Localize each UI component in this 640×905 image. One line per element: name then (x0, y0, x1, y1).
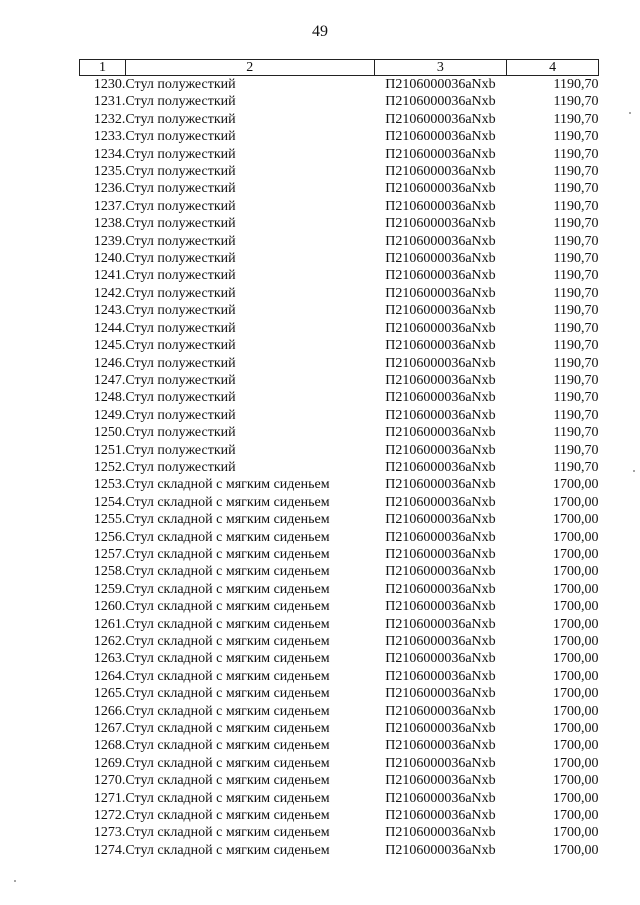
item-name: Стул полужесткий (125, 355, 236, 371)
table-row (80, 233, 599, 250)
table-row (80, 302, 599, 319)
item-price: 1190,70 (553, 459, 599, 475)
item-code: П2106000036aNxb (385, 808, 496, 824)
item-price: 1700,00 (553, 477, 599, 493)
item-name: Стул складной с мягким сиденьем (125, 825, 330, 841)
item-price: 1190,70 (553, 251, 599, 267)
item-number: 1254. (93, 494, 126, 510)
item-code: П2106000036aNxb (385, 216, 496, 232)
item-code: П2106000036aNxb (385, 129, 496, 145)
item-number: 1242. (93, 285, 126, 301)
item-code: П2106000036aNxb (385, 268, 496, 284)
item-price: 1700,00 (553, 634, 599, 649)
item-code: П2106000036aNxb (385, 338, 496, 354)
item-price: 1190,70 (553, 285, 599, 301)
item-number: 1236. (93, 181, 126, 197)
item-number: 1233. (93, 129, 126, 145)
item-code: П2106000036aNxb (385, 94, 496, 110)
item-code: П2106000036aNxb (385, 546, 496, 562)
item-number: 1244. (93, 320, 126, 336)
item-name: Стул полужесткий (125, 216, 236, 232)
table-row (80, 511, 599, 528)
table-row (80, 337, 599, 354)
table-row (80, 267, 599, 284)
item-number: 1257. (93, 546, 126, 562)
table-row (80, 215, 599, 232)
item-price: 1190,70 (553, 372, 599, 388)
item-code: П2106000036aNxb (385, 390, 496, 406)
item-number: 1241. (93, 268, 126, 284)
item-name: Стул полужесткий (125, 164, 236, 180)
item-number: 1240. (93, 251, 126, 267)
item-price: 1190,70 (553, 425, 599, 441)
table-header (80, 60, 599, 76)
item-price: 1190,70 (553, 233, 599, 249)
item-price: 1700,00 (553, 651, 599, 667)
item-name: Стул полужесткий (125, 268, 236, 284)
item-price: 1700,00 (553, 721, 599, 737)
table-row (80, 459, 599, 476)
item-code: П2106000036aNxb (385, 564, 496, 580)
item-name: Стул полужесткий (125, 303, 236, 319)
item-price: 1190,70 (553, 111, 599, 127)
item-price: 1700,00 (553, 755, 599, 771)
table-row (80, 111, 599, 128)
item-code: П2106000036aNxb (385, 442, 496, 458)
item-name: Стул полужесткий (125, 338, 236, 354)
table-body (80, 76, 599, 860)
table-row (80, 389, 599, 406)
item-price: 1190,70 (553, 216, 599, 232)
item-name: Стул складной с мягким сиденьем (125, 616, 330, 632)
item-price: 1700,00 (553, 808, 599, 824)
item-number: 1268. (93, 738, 126, 754)
item-price: 1700,00 (553, 599, 599, 615)
table-row (80, 703, 599, 720)
item-number: 1256. (93, 529, 126, 545)
item-name: Стул полужесткий (125, 251, 236, 267)
item-price: 1700,00 (553, 668, 599, 684)
item-code: П2106000036aNxb (385, 477, 496, 493)
item-number: 1250. (93, 425, 126, 441)
table-row (80, 355, 599, 372)
table-row (80, 250, 599, 267)
item-price: 1190,70 (553, 355, 599, 371)
item-number: 1260. (93, 599, 126, 615)
table-row (80, 424, 599, 441)
table-row (80, 633, 599, 650)
item-name: Стул полужесткий (125, 146, 236, 162)
item-name: Стул полужесткий (125, 198, 236, 214)
item-price: 1700,00 (553, 494, 599, 510)
item-name: Стул складной с мягким сиденьем (125, 599, 330, 615)
item-name: Стул складной с мягким сиденьем (125, 738, 330, 754)
item-name: Стул полужесткий (125, 129, 236, 145)
table-row (80, 128, 599, 145)
item-name: Стул складной с мягким сиденьем (125, 842, 330, 858)
item-number: 1262. (93, 634, 126, 649)
table-row (80, 842, 599, 859)
item-code: П2106000036aNxb (385, 721, 496, 737)
item-number: 1237. (93, 198, 126, 214)
item-number: 1247. (93, 372, 126, 388)
item-price: 1190,70 (553, 407, 599, 423)
item-name: Стул полужесткий (125, 181, 236, 197)
item-code: П2106000036aNxb (385, 372, 496, 388)
table-row (80, 285, 599, 302)
table-row (80, 76, 599, 94)
item-price: 1700,00 (553, 842, 599, 858)
item-number: 1269. (93, 755, 126, 771)
header-row (80, 60, 599, 76)
item-name: Стул складной с мягким сиденьем (125, 668, 330, 684)
item-code: П2106000036aNxb (385, 738, 496, 754)
item-name: Стул полужесткий (125, 111, 236, 127)
scan-speck (629, 112, 631, 114)
item-price: 1700,00 (553, 529, 599, 545)
table-row (80, 407, 599, 424)
table-row (80, 598, 599, 615)
item-price: 1190,70 (553, 390, 599, 406)
item-name: Стул складной с мягким сиденьем (125, 512, 330, 528)
item-name: Стул полужесткий (125, 372, 236, 388)
item-name: Стул складной с мягким сиденьем (125, 651, 330, 667)
item-name: Стул складной с мягким сиденьем (125, 529, 330, 545)
item-code: П2106000036aNxb (385, 181, 496, 197)
page-number: 49 (312, 23, 328, 40)
item-price: 1700,00 (553, 703, 599, 719)
scan-speck (14, 880, 16, 882)
item-name: Стул полужесткий (125, 320, 236, 336)
item-price: 1190,70 (553, 338, 599, 354)
item-name: Стул складной с мягким сиденьем (125, 721, 330, 737)
item-name: Стул полужесткий (125, 390, 236, 406)
item-code: П2106000036aNxb (385, 529, 496, 545)
table-row (80, 442, 599, 459)
item-code: П2106000036aNxb (385, 285, 496, 301)
item-code: П2106000036aNxb (385, 651, 496, 667)
item-code: П2106000036aNxb (385, 703, 496, 719)
item-name: Стул полужесткий (125, 233, 236, 249)
item-code: П2106000036aNxb (385, 425, 496, 441)
item-code: П2106000036aNxb (385, 494, 496, 510)
item-code: П2106000036aNxb (385, 459, 496, 475)
table-row (80, 772, 599, 789)
item-name: Стул складной с мягким сиденьем (125, 703, 330, 719)
table-row (80, 685, 599, 702)
item-number: 1259. (93, 581, 126, 597)
table-row (80, 824, 599, 841)
header-col-4: 4 (507, 60, 599, 76)
item-number: 1264. (93, 668, 126, 684)
item-name: Стул складной с мягким сиденьем (125, 477, 330, 493)
item-number: 1253. (93, 477, 126, 493)
table-row (80, 650, 599, 667)
table-row (80, 807, 599, 824)
item-name: Стул полужесткий (125, 407, 236, 423)
item-number: 1245. (93, 338, 126, 354)
item-code: П2106000036aNxb (385, 512, 496, 528)
item-code: П2106000036aNxb (385, 616, 496, 632)
table-row (80, 476, 599, 493)
table-row (80, 494, 599, 511)
item-name: Стул складной с мягким сиденьем (125, 808, 330, 824)
item-code: П2106000036aNxb (385, 303, 496, 319)
item-price: 1700,00 (553, 581, 599, 597)
item-number: 1258. (93, 564, 126, 580)
item-code: П2106000036aNxb (385, 233, 496, 249)
item-code: П2106000036aNxb (385, 164, 496, 180)
item-number: 1263. (93, 651, 126, 667)
table-row (80, 529, 599, 546)
item-price: 1700,00 (553, 686, 599, 702)
header-col-3: 3 (374, 60, 507, 76)
table-row (80, 790, 599, 807)
item-number: 1272. (93, 808, 126, 824)
table-row (80, 180, 599, 197)
item-code: П2106000036aNxb (385, 773, 496, 789)
item-number: 1255. (93, 512, 126, 528)
item-code: П2106000036aNxb (385, 198, 496, 214)
item-price: 1190,70 (553, 303, 599, 319)
item-price: 1190,70 (553, 129, 599, 145)
item-code: П2106000036aNxb (385, 755, 496, 771)
table-row (80, 146, 599, 163)
table-row (80, 563, 599, 580)
item-number: 1266. (93, 703, 126, 719)
item-number: 1231. (93, 94, 126, 110)
item-number: 1248. (93, 390, 126, 406)
item-name: Стул складной с мягким сиденьем (125, 755, 330, 771)
table-row (80, 668, 599, 685)
inventory-table (79, 59, 599, 859)
item-number: 1238. (93, 216, 126, 232)
item-name: Стул складной с мягким сиденьем (125, 546, 330, 562)
item-code: П2106000036aNxb (385, 842, 496, 858)
item-code: П2106000036aNxb (385, 634, 496, 649)
item-price: 1190,70 (553, 198, 599, 214)
item-code: П2106000036aNxb (385, 111, 496, 127)
table-row (80, 616, 599, 633)
table-row (80, 93, 599, 110)
table-row (80, 755, 599, 772)
item-price: 1700,00 (553, 738, 599, 754)
item-name: Стул полужесткий (125, 442, 236, 458)
item-number: 1271. (93, 790, 126, 806)
item-price: 1700,00 (553, 546, 599, 562)
table-row (80, 372, 599, 389)
item-price: 1190,70 (553, 77, 599, 92)
item-number: 1273. (93, 825, 126, 841)
item-number: 1230. (93, 77, 126, 92)
item-code: П2106000036aNxb (385, 146, 496, 162)
item-name: Стул полужесткий (125, 285, 236, 301)
item-code: П2106000036aNxb (385, 320, 496, 336)
item-code: П2106000036aNxb (385, 668, 496, 684)
item-number: 1232. (93, 111, 126, 127)
item-code: П2106000036aNxb (385, 355, 496, 371)
header-col-1: 1 (80, 60, 126, 76)
item-price: 1190,70 (553, 268, 599, 284)
item-name: Стул полужесткий (125, 425, 236, 441)
item-price: 1190,70 (553, 146, 599, 162)
item-name: Стул полужесткий (125, 459, 236, 475)
item-code: П2106000036aNxb (385, 790, 496, 806)
item-number: 1261. (93, 616, 126, 632)
item-price: 1700,00 (553, 564, 599, 580)
scan-speck (633, 470, 635, 472)
item-number: 1274. (93, 842, 126, 858)
item-number: 1239. (93, 233, 126, 249)
header-col-2: 2 (125, 60, 374, 76)
item-number: 1270. (93, 773, 126, 789)
item-number: 1249. (93, 407, 126, 423)
item-price: 1190,70 (553, 320, 599, 336)
item-code: П2106000036aNxb (385, 251, 496, 267)
item-price: 1700,00 (553, 790, 599, 806)
table-row (80, 546, 599, 563)
item-price: 1700,00 (553, 512, 599, 528)
item-price: 1190,70 (553, 181, 599, 197)
item-code: П2106000036aNxb (385, 599, 496, 615)
item-price: 1190,70 (553, 94, 599, 110)
table-row (80, 581, 599, 598)
item-code: П2106000036aNxb (385, 825, 496, 841)
item-price: 1700,00 (553, 616, 599, 632)
item-price: 1190,70 (553, 164, 599, 180)
item-code: П2106000036aNxb (385, 77, 496, 92)
item-number: 1267. (93, 721, 126, 737)
item-number: 1246. (93, 355, 126, 371)
item-name: Стул полужесткий (125, 94, 236, 110)
item-name: Стул складной с мягким сиденьем (125, 634, 330, 649)
table-row (80, 198, 599, 215)
item-price: 1190,70 (553, 442, 599, 458)
item-code: П2106000036aNxb (385, 581, 496, 597)
item-name: Стул складной с мягким сиденьем (125, 494, 330, 510)
item-price: 1700,00 (553, 825, 599, 841)
item-number: 1252. (93, 459, 126, 475)
item-number: 1235. (93, 164, 126, 180)
item-name: Стул полужесткий (125, 77, 236, 92)
item-number: 1265. (93, 686, 126, 702)
item-name: Стул складной с мягким сиденьем (125, 564, 330, 580)
item-number: 1234. (93, 146, 126, 162)
table-row (80, 163, 599, 180)
item-price: 1700,00 (553, 773, 599, 789)
table-row (80, 737, 599, 754)
item-code: П2106000036aNxb (385, 407, 496, 423)
table-row (80, 320, 599, 337)
item-number: 1251. (93, 442, 126, 458)
item-name: Стул складной с мягким сиденьем (125, 686, 330, 702)
item-name: Стул складной с мягким сиденьем (125, 773, 330, 789)
item-number: 1243. (93, 303, 126, 319)
item-code: П2106000036aNxb (385, 686, 496, 702)
item-name: Стул складной с мягким сиденьем (125, 581, 330, 597)
table-row (80, 720, 599, 737)
item-name: Стул складной с мягким сиденьем (125, 790, 330, 806)
